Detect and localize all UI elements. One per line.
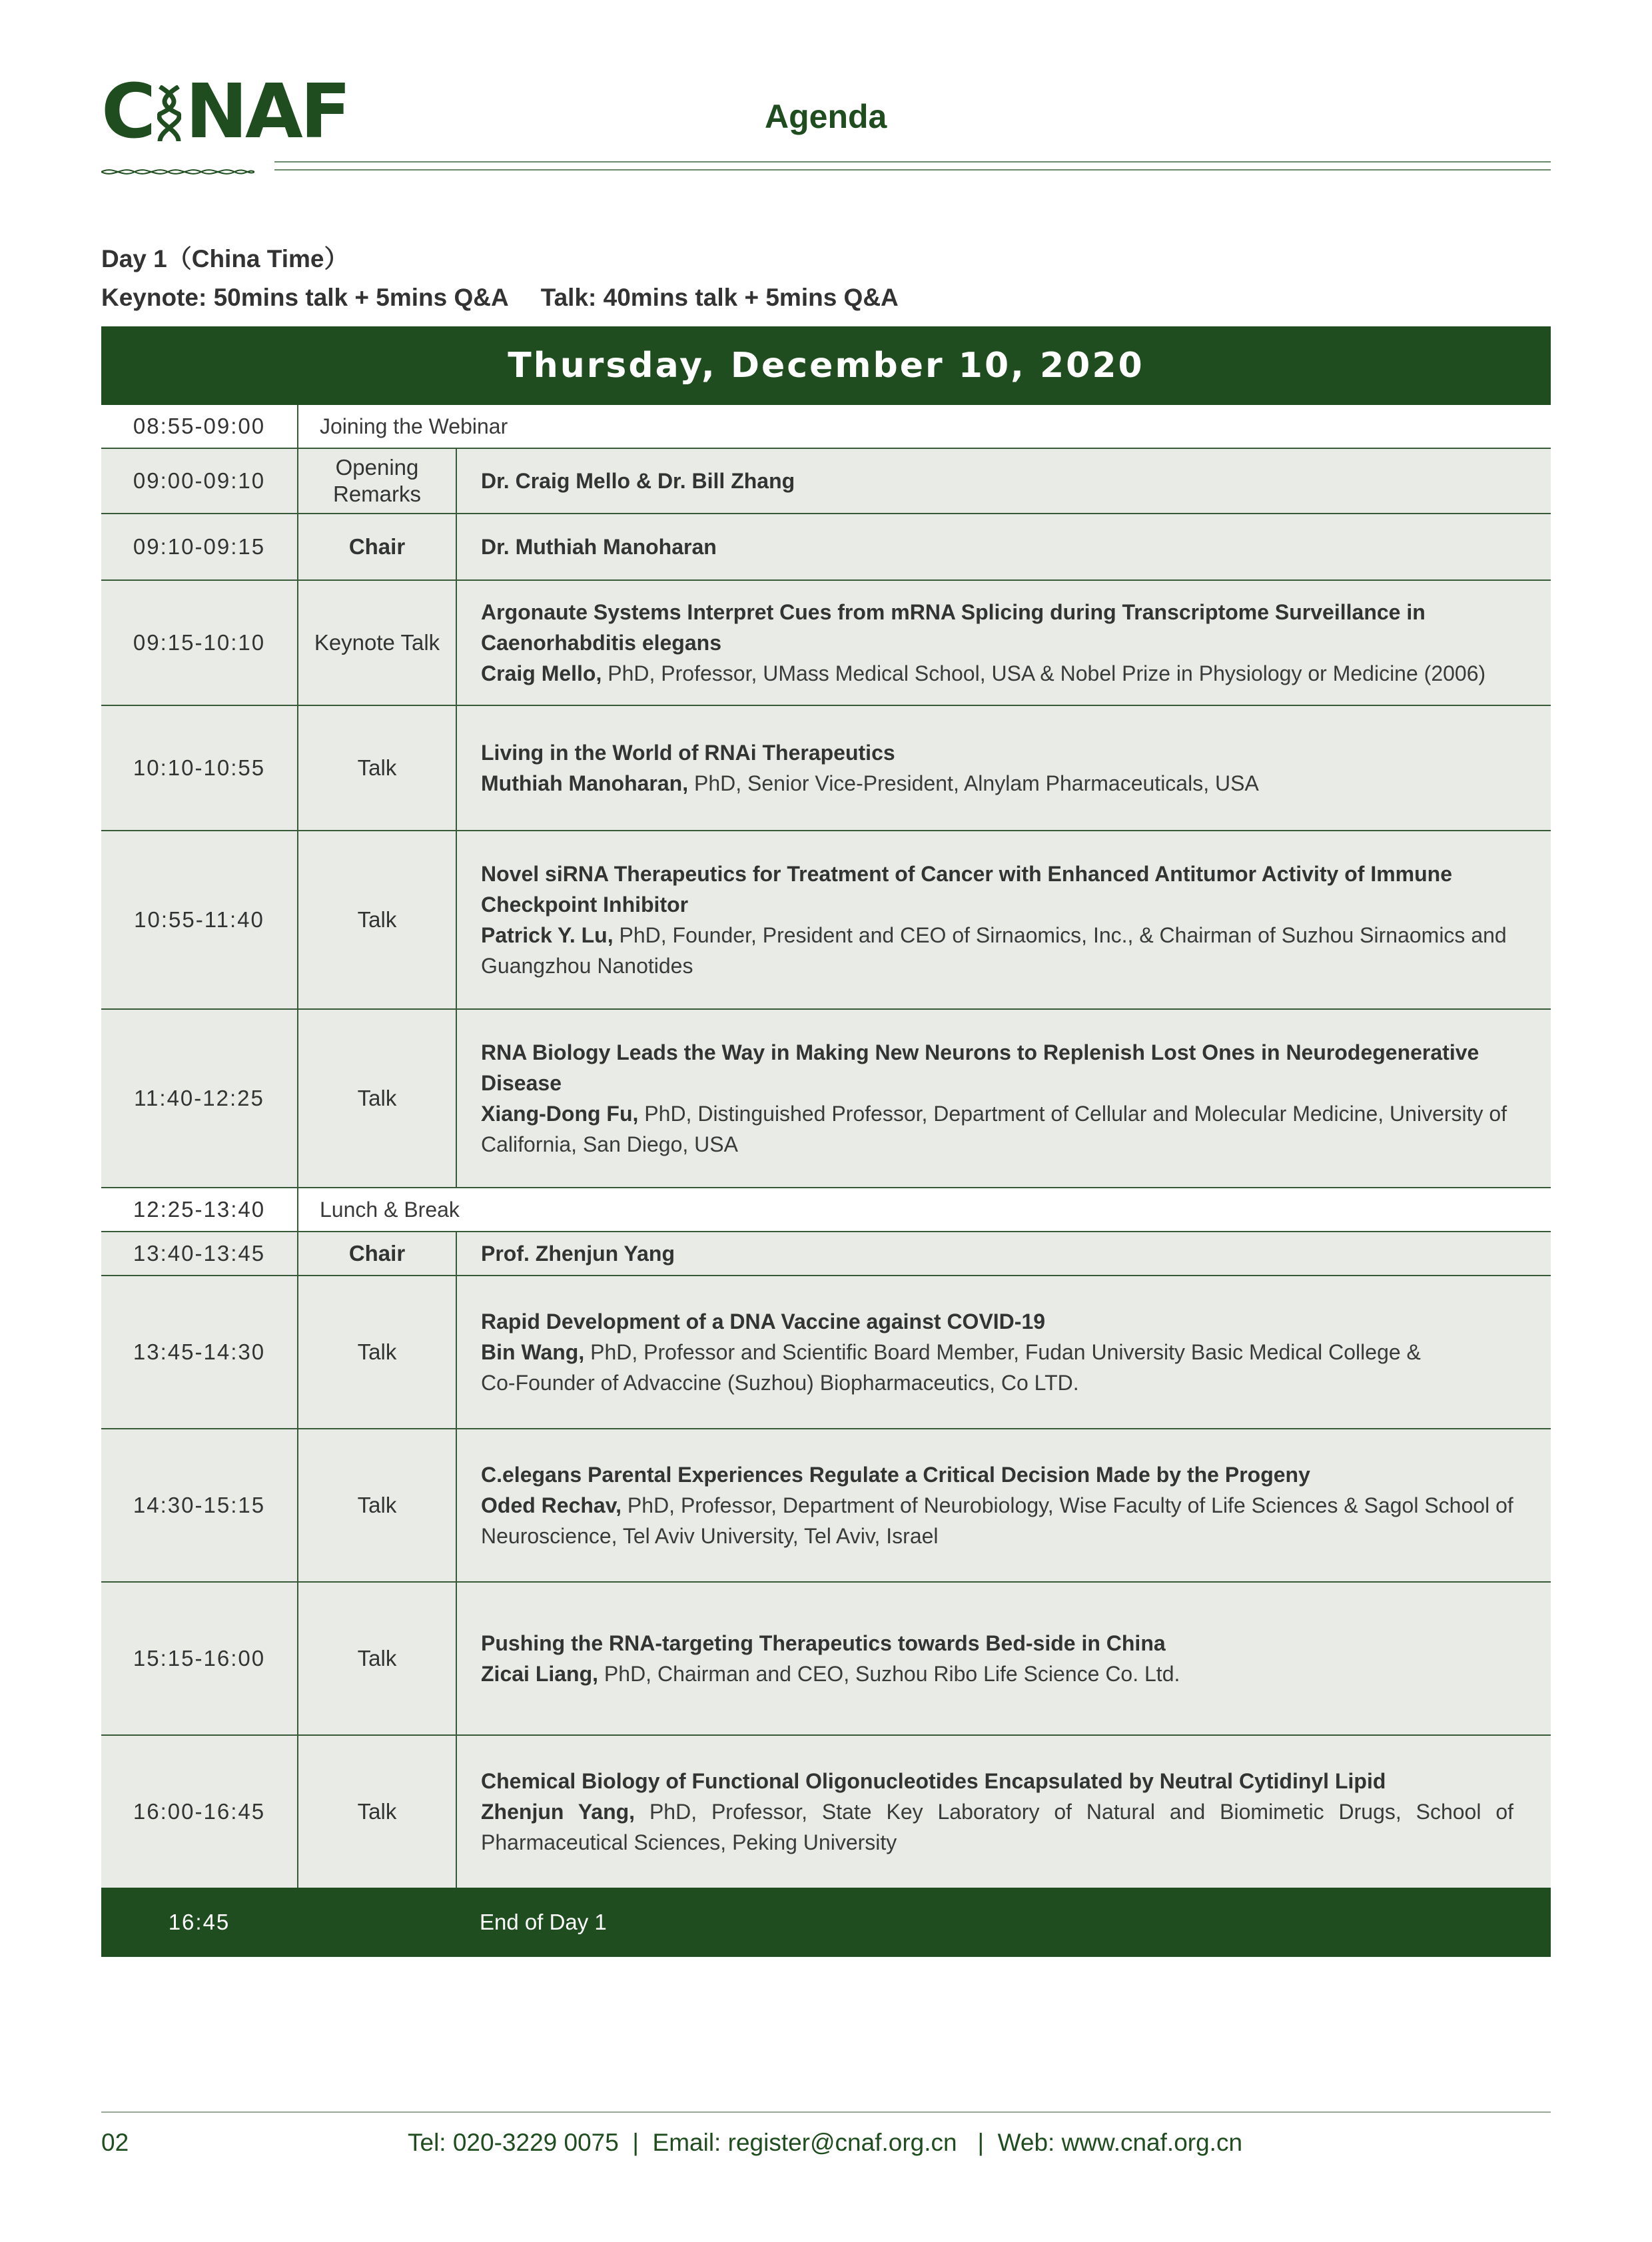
speaker-line	[481, 658, 1513, 689]
time-slot: 15:15-16:00	[133, 1646, 266, 1671]
agenda-row	[101, 1188, 1551, 1232]
session-type: Talk	[297, 1276, 457, 1428]
speaker-affiliation: PhD, Professor, UMass Medical School, USA & Nobel Prize in Physiology or Medicine (2006)	[608, 661, 1486, 685]
agenda-row	[101, 1429, 1551, 1583]
agenda-intro	[101, 240, 899, 317]
speaker-name: Oded Rechav,	[481, 1493, 622, 1517]
agenda-table	[101, 326, 1551, 1957]
talk-title: Living in the World of RNAi Therapeutics	[481, 741, 895, 765]
speaker-line	[481, 1098, 1513, 1160]
speaker-name: Bin Wang,	[481, 1340, 585, 1364]
session-details	[457, 449, 1551, 513]
talk-title: Chemical Biology of Functional Oligonucleotides Encapsulated by Neutral Cytidinyl Lipid	[481, 1769, 1386, 1793]
speaker-name: Zhenjun Yang,	[481, 1800, 635, 1824]
page-header	[101, 69, 1551, 185]
time-slot: 09:15-10:10	[133, 630, 266, 655]
session-details	[457, 831, 1551, 1008]
time-slot: 10:55-11:40	[134, 907, 264, 932]
speaker-affiliation: PhD, Distinguished Professor, Department of Cellular and Molecular Medicine, University of California, San Diego, USA	[481, 1102, 1507, 1156]
session-details	[457, 514, 1551, 579]
speaker-name: Craig Mello,	[481, 661, 602, 685]
talk-title: Argonaute Systems Interpret Cues from mRNA Splicing during Transcriptome Surveillance in Caenorhabditis elegans	[481, 600, 1426, 655]
dna-pattern-icon	[101, 164, 254, 180]
session-details	[457, 1232, 1551, 1275]
speaker-name: Zicai Liang,	[481, 1662, 599, 1686]
session-type: Talk	[297, 1010, 457, 1187]
session-title: Dr. Craig Mello & Dr. Bill Zhang	[481, 469, 795, 493]
talk-title: RNA Biology Leads the Way in Making New Neurons to Replenish Lost Ones in Neurodegenerative Disease	[481, 1040, 1479, 1095]
session-details	[457, 1429, 1551, 1581]
agenda-row	[101, 1583, 1551, 1736]
session-type: Keynote Talk	[297, 581, 457, 705]
session-type: Chair	[297, 1232, 457, 1275]
talk-title: Novel siRNA Therapeutics for Treatment of Cancer with Enhanced Antitumor Activity of Immune Checkpoint Inhibitor	[481, 862, 1452, 917]
agenda-row	[101, 514, 1551, 581]
session-type: Talk	[297, 706, 457, 830]
end-time: 16:45	[168, 1910, 230, 1934]
speaker-name: Patrick Y. Lu,	[481, 923, 614, 947]
format-line	[101, 278, 899, 317]
session-type: Chair	[297, 514, 457, 579]
cnaf-logo	[101, 69, 349, 155]
talk-title: C.elegans Parental Experiences Regulate a Critical Decision Made by the Progeny	[481, 1463, 1310, 1487]
agenda-row	[101, 1736, 1551, 1888]
speaker-name: Muthiah Manoharan,	[481, 771, 689, 795]
talk-title: Rapid Development of a DNA Vaccine against COVID-19	[481, 1309, 1046, 1333]
time-slot: 09:00-09:10	[133, 468, 266, 493]
time-slot: 14:30-15:15	[133, 1493, 266, 1517]
time-slot: 16:00-16:45	[133, 1799, 266, 1824]
agenda-row	[101, 581, 1551, 706]
agenda-row	[101, 1010, 1551, 1188]
speaker-line	[481, 1659, 1513, 1689]
footer-divider	[101, 2111, 1551, 2113]
session-details	[457, 1276, 1551, 1428]
speaker-affiliation: PhD, Professor, State Key Laboratory of Natural and Biomimetic Drugs, School of Pharmaceutical Sciences, Peking University	[481, 1800, 1514, 1854]
session-type: Talk	[297, 1736, 457, 1888]
agenda-row	[101, 831, 1551, 1010]
session-type: Talk	[297, 831, 457, 1008]
session-details	[457, 581, 1551, 705]
session-type: Talk	[297, 1429, 457, 1581]
contact-info: Tel: 020-3229 0075 | Email: register@cnaf.org.cn | Web: www.cnaf.org.cn	[408, 2129, 1243, 2156]
session-details	[457, 1583, 1551, 1734]
speaker-affiliation: PhD, Professor, Department of Neurobiology, Wise Faculty of Life Sciences & Sagol School of Neuroscience, Tel Aviv University, Tel Aviv, Israel	[481, 1493, 1513, 1548]
header-divider	[274, 169, 1551, 171]
day-label: Day 1（China Time）	[101, 245, 349, 272]
time-slot: 13:45-14:30	[133, 1339, 266, 1364]
logo-text: C	[101, 69, 154, 155]
end-of-day-row	[101, 1888, 1551, 1957]
speaker-affiliation: PhD, Professor and Scientific Board Member, Fudan University Basic Medical College & Co-Founder of Advaccine (Suzhou) Biopharmaceutics, Co LTD.	[481, 1340, 1421, 1395]
agenda-row	[101, 405, 1551, 449]
day-date-header: Thursday, December 10, 2020	[101, 326, 1551, 405]
page-title: Agenda	[765, 98, 887, 135]
time-slot: 12:25-13:40	[133, 1197, 266, 1222]
speaker-line	[481, 1490, 1513, 1551]
speaker-name: Xiang-Dong Fu,	[481, 1102, 639, 1126]
agenda-row	[101, 706, 1551, 831]
speaker-line	[481, 920, 1513, 981]
session-text: Lunch & Break	[297, 1188, 1551, 1231]
session-details	[457, 1010, 1551, 1187]
time-slot: 11:40-12:25	[134, 1086, 264, 1110]
agenda-row	[101, 449, 1551, 514]
session-title: Dr. Muthiah Manoharan	[481, 535, 717, 559]
talk-title: Pushing the RNA-targeting Therapeutics towards Bed-side in China	[481, 1631, 1166, 1655]
keynote-format: Keynote: 50mins talk + 5mins Q&A	[101, 284, 509, 311]
speaker-line	[481, 1337, 1431, 1398]
logo-text-rest: NAF	[185, 69, 349, 155]
session-details	[457, 1736, 1551, 1888]
agenda-row	[101, 1276, 1551, 1429]
time-slot: 13:40-13:45	[133, 1241, 266, 1266]
time-slot: 09:10-09:15	[133, 534, 266, 559]
session-type: Opening Remarks	[297, 449, 457, 513]
session-text: Joining the Webinar	[297, 405, 1551, 448]
session-details	[457, 706, 1551, 830]
speaker-affiliation: PhD, Founder, President and CEO of Sirnaomics, Inc., & Chairman of Suzhou Sirnaomics and Guangzhou Nanotides	[481, 923, 1507, 978]
time-slot: 10:10-10:55	[133, 755, 266, 780]
end-label: End of Day 1	[480, 1910, 607, 1934]
page-number: 02	[101, 2129, 129, 2156]
session-title: Prof. Zhenjun Yang	[481, 1242, 675, 1266]
speaker-affiliation: PhD, Chairman and CEO, Suzhou Ribo Life Science Co. Ltd.	[604, 1662, 1180, 1686]
speaker-affiliation: PhD, Senior Vice-President, Alnylam Pharmaceuticals, USA	[694, 771, 1259, 795]
speaker-line	[481, 1796, 1513, 1858]
dna-helix-icon	[157, 84, 181, 141]
speaker-line	[481, 768, 1513, 799]
header-divider	[274, 161, 1551, 163]
session-type: Talk	[297, 1583, 457, 1734]
talk-format: Talk: 40mins talk + 5mins Q&A	[540, 284, 899, 311]
agenda-row	[101, 1232, 1551, 1276]
time-slot: 08:55-09:00	[133, 414, 266, 438]
